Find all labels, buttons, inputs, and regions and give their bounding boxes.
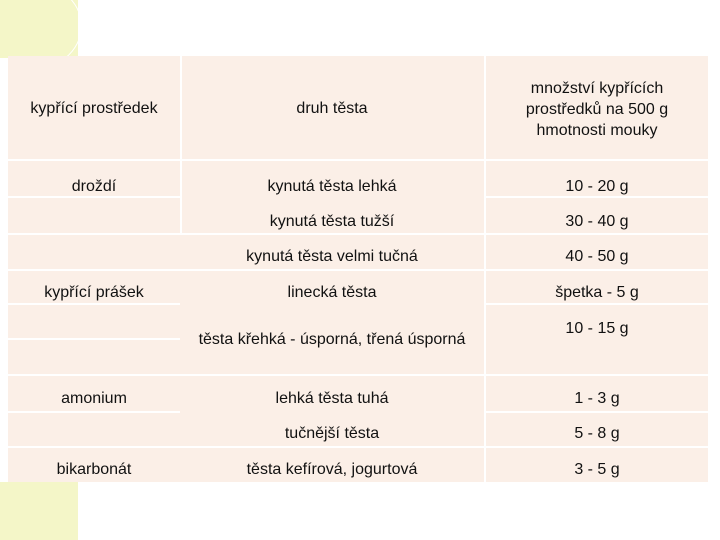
row-2-dough: kynutá těsta tužší [269,213,395,230]
row-6-agent: amonium [61,390,127,407]
row-4-agent: kypřící prášek [44,284,144,301]
row-3-amount: 40 - 50 g [565,248,629,265]
row-5-amount: 10 - 15 g [565,320,629,337]
grid-hline-r4c [8,338,180,340]
grid-hline-r4b [484,303,708,305]
decorative-corner-bottom [0,482,78,540]
grid-hline-r6b [484,411,708,413]
row-1-agent: droždí [71,178,117,195]
row-7-amount: 5 - 8 g [574,425,620,442]
header-dough: druh těsta [296,100,368,117]
row-2-amount: 30 - 40 g [565,213,629,230]
row-4-amount: špetka - 5 g [555,284,639,301]
header-agent: kypřící prostředek [30,100,158,117]
row-4-dough: linecká těsta [287,284,377,301]
grid-hline-r6a [8,411,180,413]
grid-hline-r2 [8,233,708,235]
grid-hline-r4a [8,303,180,305]
row-6-dough: lehká těsta tuhá [275,390,389,407]
row-5-dough: těsta křehká - úsporná, třená úsporná [198,331,466,348]
header-amount-line1: množství kypřících [530,80,664,97]
grid-hline-r3 [8,269,708,271]
grid-hline-r7 [8,446,708,448]
row-1-amount: 10 - 20 g [565,178,629,195]
row-1-dough: kynutá těsta lehká [267,178,397,195]
row-7-dough: tučnější těsta [284,425,380,442]
leavening-table [8,56,708,482]
header-amount-line3: hmotnosti mouky [536,122,658,139]
row-8-dough: těsta kefírová, jogurtová [246,461,418,478]
row-8-amount: 3 - 5 g [574,461,620,478]
grid-hline-r5 [8,374,708,376]
row-3-dough: kynutá těsta velmi tučná [246,248,418,265]
header-amount-line2: prostředků na 500 g [525,101,669,118]
row-8-agent: bikarbonát [56,461,132,478]
row-6-amount: 1 - 3 g [574,390,620,407]
grid-hline-header [8,159,708,161]
header-amount [486,78,708,141]
